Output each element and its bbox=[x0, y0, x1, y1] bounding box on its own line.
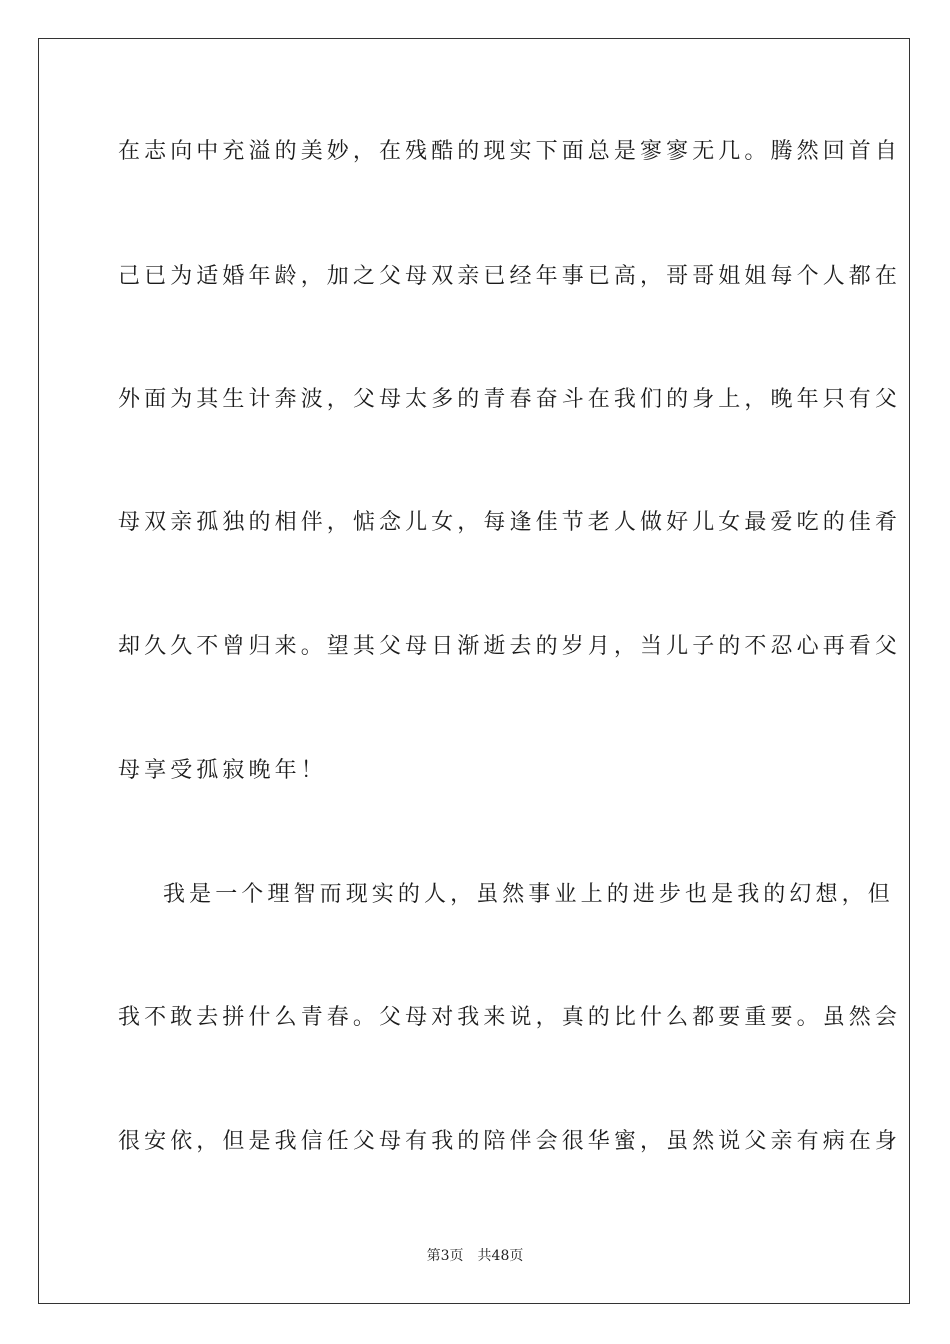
page-footer bbox=[0, 1246, 950, 1266]
text-line: 母双亲孤独的相伴，惦念儿女，每逢佳节老人做好儿女最爱吃的佳肴 bbox=[118, 510, 902, 535]
page-total: 共48页 bbox=[477, 1248, 524, 1264]
text-line: 母享受孤寂晚年！ bbox=[118, 758, 327, 783]
text-line: 我不敢去拼什么青春。父母对我来说，真的比什么都要重要。虽然会 bbox=[118, 1005, 902, 1030]
paragraph-first-line: 我是一个理智而现实的人，虽然事业上的进步也是我的幻想，但 bbox=[163, 882, 894, 907]
text-line: 外面为其生计奔波，父母太多的青春奋斗在我们的身上，晚年只有父 bbox=[118, 387, 902, 412]
text-line: 却久久不曾归来。望其父母日渐逝去的岁月，当儿子的不忍心再看父 bbox=[118, 634, 902, 659]
page-border bbox=[38, 38, 910, 1304]
text-line: 在志向中充溢的美妙，在残酷的现实下面总是寥寥无几。腾然回首自 bbox=[118, 139, 902, 164]
text-line: 很安依，但是我信任父母有我的陪伴会很华蜜，虽然说父亲有病在身 bbox=[118, 1129, 902, 1154]
text-line: 己已为适婚年龄，加之父母双亲已经年事已高，哥哥姐姐每个人都在 bbox=[118, 264, 902, 289]
page-number: 第3页 bbox=[426, 1248, 464, 1264]
